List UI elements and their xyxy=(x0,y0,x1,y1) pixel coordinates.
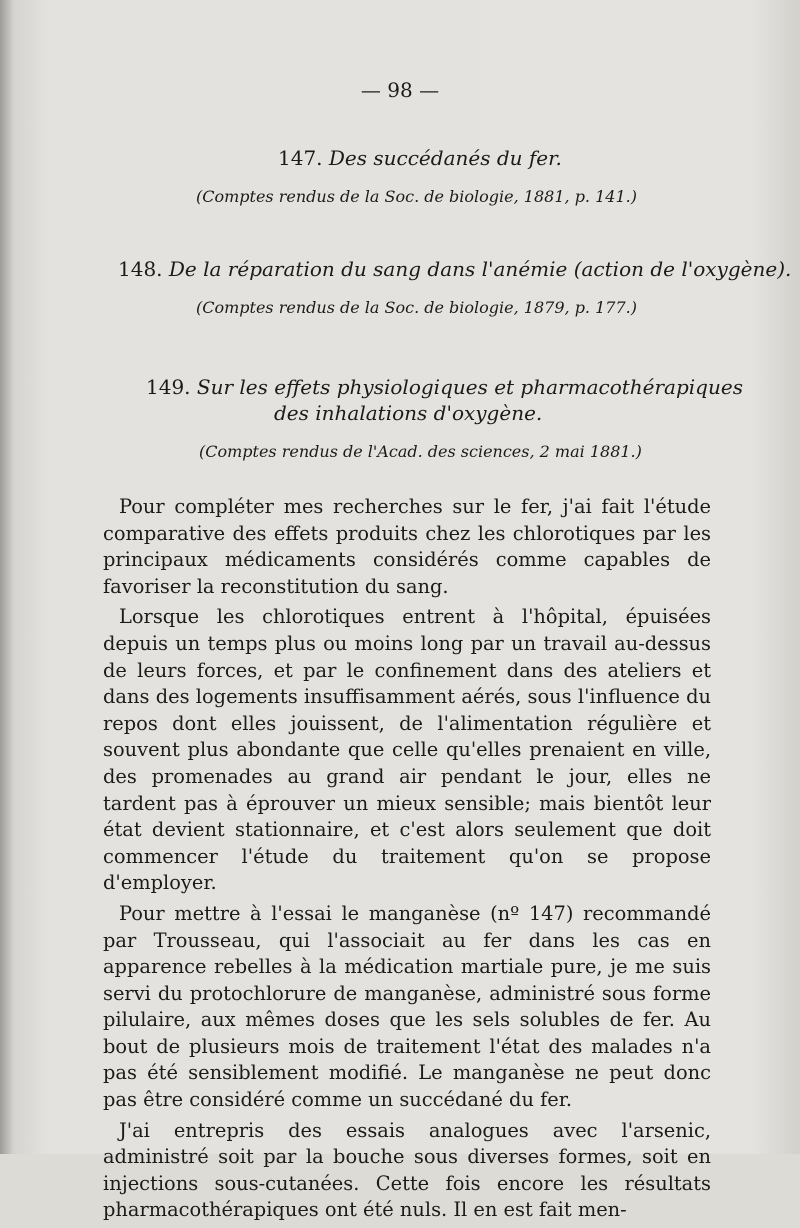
paragraph: Pour compléter mes recherches sur le fer, j'ai fait l'étude comparative des effets produits chez les chlorotiques par les principaux médicaments considérés comme capables de favoriser la reconstitution du sang. xyxy=(103,495,711,598)
paragraph: Lorsque les chlorotiques entrent à l'hôpital, épuisées depuis un temps plus ou moins long par un travail au-dessus de leurs forces, et par le confinement dans des ateliers et dans des logements insuffisamment aérés, sous l'influence du repos dont elles jouissent, de l'alimentation régulière et souvent plus abondante que celle qu'elles prenaient en ville, des promenades au grand air pendant le jour, elles ne tardent pas à éprouver un mieux sensible; mais bientôt leur état devient stationnaire, et c'est alors seulement que doit commencer l'étude du traitement qu'on se propose d'employer. xyxy=(103,605,711,895)
entry-149-reference: (Comptes rendus de l'Acad. des sciences, 2 mai 1881.) xyxy=(199,442,642,461)
entry-number: 149. xyxy=(146,375,191,399)
entry-title-text: Des succédanés du fer. xyxy=(328,146,562,170)
entry-147-title xyxy=(278,146,562,170)
page-fold-shadow xyxy=(0,0,14,1154)
entry-number: 147. xyxy=(278,146,323,170)
entry-149-title-line2 xyxy=(274,401,542,425)
entry-title-text: des inhalations d'oxygène. xyxy=(274,401,543,425)
page-number: — 98 — xyxy=(360,78,440,102)
entry-title-text: Sur les effets physiologiques et pharmacothérapiques xyxy=(196,375,743,399)
entry-148-title xyxy=(118,257,791,281)
entry-149-title xyxy=(146,375,743,399)
entry-title-text: De la réparation du sang dans l'anémie (action de l'oxygène). xyxy=(168,257,792,281)
paragraph: Pour mettre à l'essai le manganèse (nº 147) recommandé par Trousseau, qui l'associait au fer dans les cas en apparence rebelles à la médication martiale pure, je me suis servi du protochlorure de manganèse, administré sous forme pilulaire, aux mêmes doses que les sels solubles de fer. Au bout de plusieurs mois de traitement l'état des malades n'a pas été sensiblement modifié. Le manganèse ne peut donc pas être considéré comme un succédané du fer. xyxy=(103,901,711,1112)
entry-number: 148. xyxy=(118,257,163,281)
entry-148-reference: (Comptes rendus de la Soc. de biologie, 1879, p. 177.) xyxy=(196,298,637,317)
paragraph: J'ai entrepris des essais analogues avec l'arsenic, administré soit par la bouche sous diverses formes, soit en injections sous-cutanées. Cette fois encore les résultats pharmacothérapiques ont été nuls. Il en est fait men- xyxy=(103,1118,711,1222)
entry-147-reference: (Comptes rendus de la Soc. de biologie, 1881, p. 141.) xyxy=(196,187,637,206)
body-text xyxy=(103,494,711,1228)
